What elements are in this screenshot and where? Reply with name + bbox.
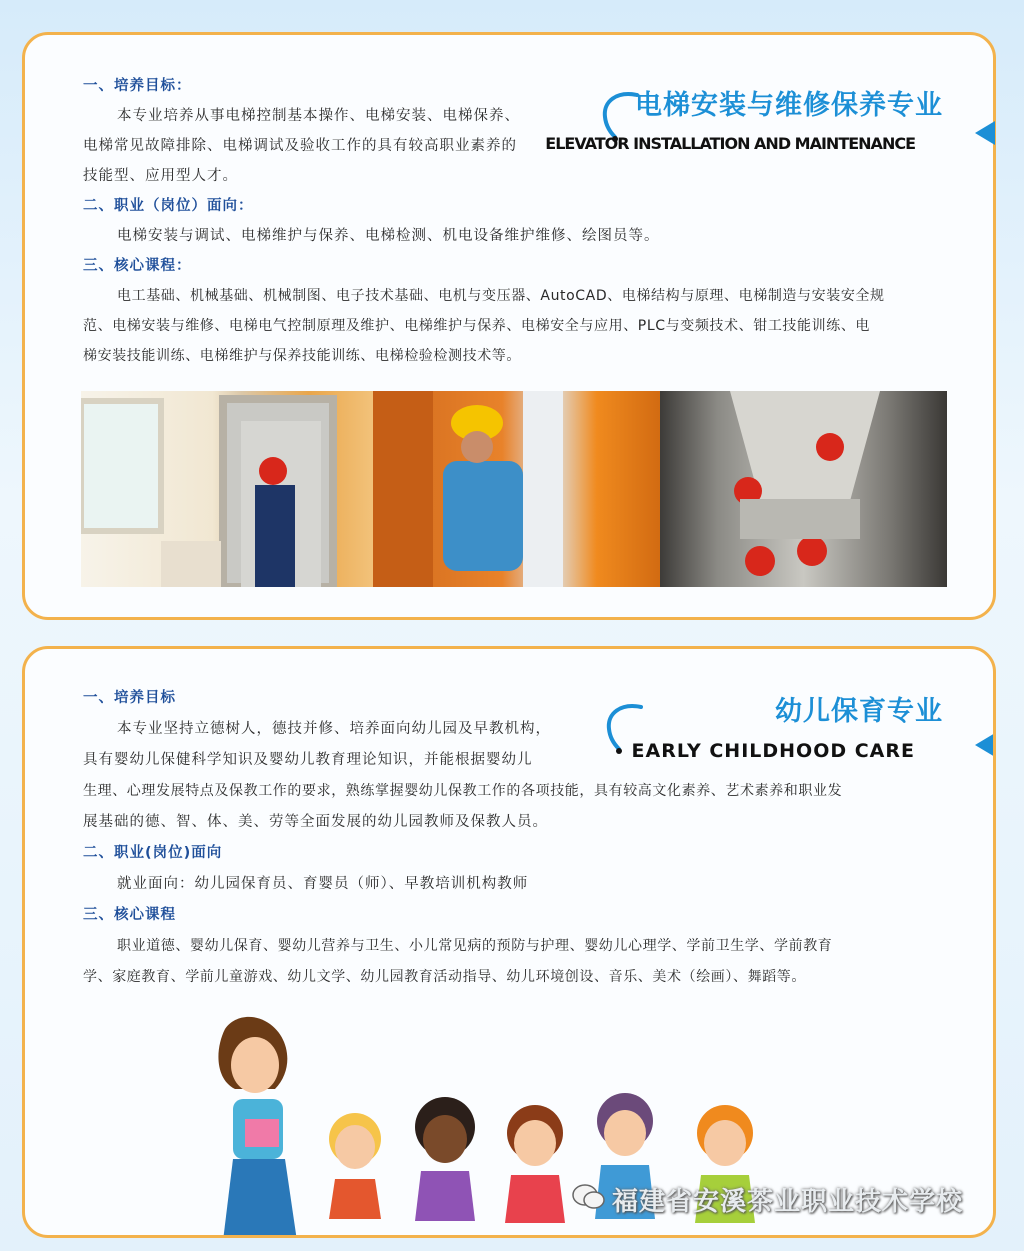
paragraph-line: 技能型、应用型人才。: [83, 168, 238, 184]
major-title-cn: 幼儿保育专业: [775, 696, 943, 727]
paragraph-line: 生理、心理发展特点及保教工作的要求，熟练掌握婴幼儿保教工作的各项技能，具有较高文化素养、艺术素养和职业发: [83, 783, 843, 799]
major-title-en: ELEVATOR INSTALLATION AND MAINTENANCE: [545, 134, 915, 153]
wechat-icon: [572, 1183, 606, 1211]
triangle-marker-icon: [975, 121, 995, 145]
teacher-figure: [218, 1017, 297, 1238]
elevator-photo-strip: [81, 391, 949, 587]
section-heading: 一、培养目标：: [83, 78, 192, 94]
watermark-text: 福建省安溪茶业职业技术学校: [611, 1187, 963, 1217]
elevator-install-photo: [81, 391, 373, 587]
elevator-major-panel: [22, 32, 996, 620]
paragraph-line: 范、电梯安装与维修、电梯电气控制原理及维护、电梯维护与保养、电梯安全与应用、PLC与变频技术、钳工技能训练、电: [83, 318, 871, 334]
section-heading: 二、职业（岗位）面向：: [83, 198, 254, 214]
child-figure: [505, 1105, 565, 1223]
paragraph-line: 学、家庭教育、学前儿童游戏、幼儿文学、幼儿园教育活动指导、幼儿环境创设、音乐、美术（绘画）、舞蹈等。: [83, 969, 806, 985]
paragraph-line: 就业面向：幼儿园保育员、育婴员（师）、早教培训机构教师: [117, 876, 529, 892]
paragraph-line: 梯安装技能训练、电梯维护与保养技能训练、电梯检验检测技术等。: [83, 348, 521, 364]
childcare-major-panel: [22, 646, 996, 1238]
paragraph-line: 职业道德、婴幼儿保育、婴幼儿营养与卫生、小儿常见病的预防与护理、婴幼儿心理学、学前卫生学、学前教育: [117, 938, 833, 954]
childcare-major-content: [83, 683, 963, 993]
paragraph-line: 具有婴幼儿保健科学知识及婴幼儿教育理论知识，并能根据婴幼儿: [83, 752, 533, 768]
paragraph-line: 本专业坚持立德树人，德技并修、培养面向幼儿园及早教机构，: [117, 721, 551, 737]
section-heading: 三、核心课程: [83, 907, 176, 923]
child-figure: [415, 1097, 475, 1221]
paragraph-line: 展基础的德、智、体、美、劳等全面发展的幼儿园教师及保教人员。: [83, 814, 548, 830]
elevator-major-content: [83, 71, 943, 371]
major-title-en: EARLY CHILDHOOD CARE: [631, 740, 915, 762]
section-heading: 一、培养目标: [83, 690, 176, 706]
section-heading: 三、核心课程：: [83, 258, 192, 274]
triangle-marker-icon: [975, 733, 995, 757]
child-figure: [329, 1113, 381, 1219]
section-heading: 二、职业(岗位)面向: [83, 845, 223, 861]
school-watermark: [612, 1181, 963, 1218]
paragraph-line: 电梯安装与调试、电梯维护与保养、电梯检测、机电设备维护维修、绘图员等。: [117, 228, 660, 244]
paragraph-line: 电工基础、机械基础、机械制图、电子技术基础、电机与变压器、AutoCAD、电梯结构与原理、电梯制造与安装安全规: [117, 288, 885, 304]
elevator-worker-photo: [373, 391, 660, 587]
paragraph-line: 电梯常见故障排除、电梯调试及验收工作的具有较高职业素养的: [83, 138, 517, 154]
major-title-cn: 电梯安装与维修保养专业: [635, 90, 943, 121]
paragraph-line: 本专业培养从事电梯控制基本操作、电梯安装、电梯保养、: [117, 108, 520, 124]
elevator-shaft-photo: [660, 391, 947, 587]
